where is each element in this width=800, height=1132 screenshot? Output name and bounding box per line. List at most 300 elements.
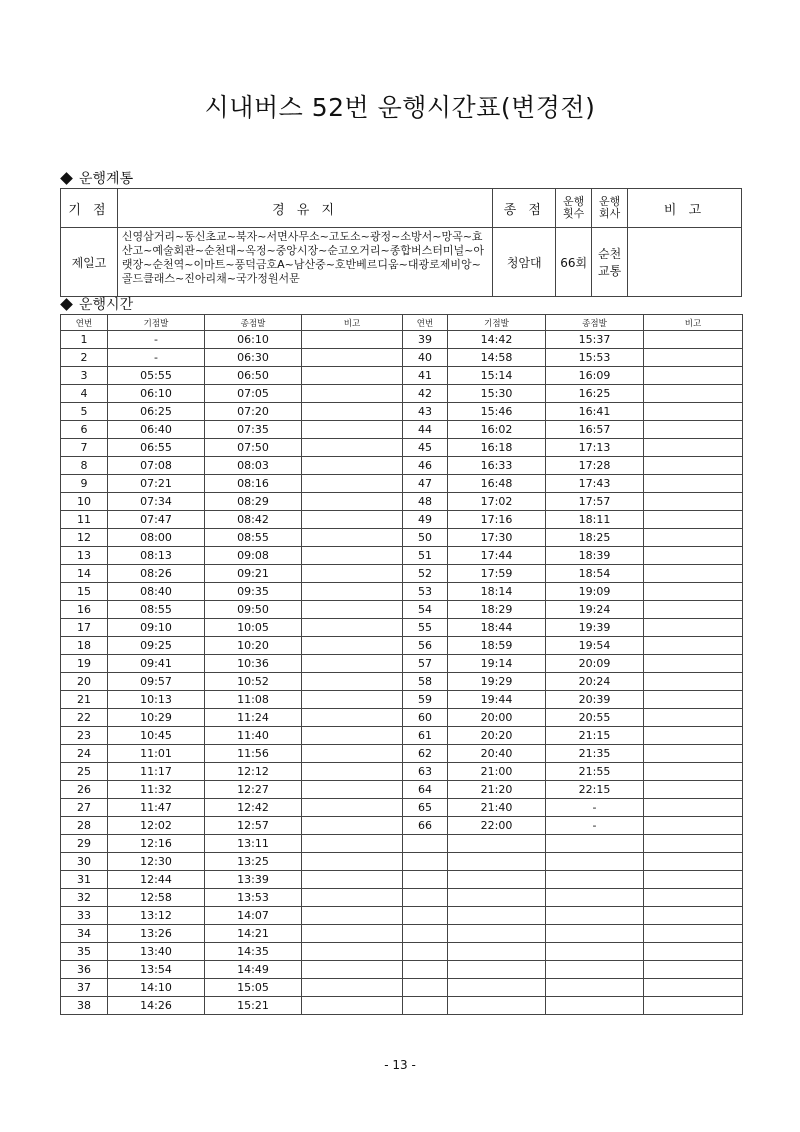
route-header-company: 운행 회사 (592, 189, 628, 228)
schedule-cell-depart: 16:48 (448, 475, 546, 493)
schedule-cell-note (644, 367, 743, 385)
schedule-cell-arrive: 07:50 (205, 439, 302, 457)
route-header-via: 경 유 지 (117, 189, 492, 228)
schedule-cell-note (644, 943, 743, 961)
schedule-cell-arrive: 13:11 (205, 835, 302, 853)
schedule-header-arrive: 종점발 (546, 315, 644, 331)
schedule-header-note: 비고 (302, 315, 403, 331)
route-note (628, 228, 742, 297)
schedule-row (61, 997, 743, 1015)
schedule-cell-depart: 07:08 (108, 457, 205, 475)
schedule-cell-arrive: 10:52 (205, 673, 302, 691)
schedule-cell-arrive: 11:56 (205, 745, 302, 763)
schedule-cell-no: 57 (403, 655, 448, 673)
schedule-cell-arrive: - (546, 799, 644, 817)
schedule-cell-depart: - (108, 349, 205, 367)
schedule-row (61, 637, 743, 655)
schedule-cell-note (644, 619, 743, 637)
schedule-cell-depart: 13:26 (108, 925, 205, 943)
schedule-cell-depart: 08:26 (108, 565, 205, 583)
schedule-cell-note (302, 439, 403, 457)
schedule-cell-note (644, 385, 743, 403)
schedule-cell-arrive (546, 835, 644, 853)
schedule-cell-note (644, 835, 743, 853)
schedule-cell-arrive: 07:20 (205, 403, 302, 421)
schedule-cell-no: 56 (403, 637, 448, 655)
schedule-row (61, 367, 743, 385)
schedule-cell-depart: 18:29 (448, 601, 546, 619)
schedule-row (61, 889, 743, 907)
schedule-cell-depart: 09:57 (108, 673, 205, 691)
route-section-heading (62, 168, 133, 188)
schedule-cell-arrive: 11:24 (205, 709, 302, 727)
schedule-cell-no: 66 (403, 817, 448, 835)
page-title: 시내버스 52번 운행시간표(변경전) (204, 93, 596, 122)
schedule-cell-note (302, 709, 403, 727)
schedule-cell-arrive: 22:15 (546, 781, 644, 799)
schedule-header-depart: 기점발 (108, 315, 205, 331)
schedule-cell-note (644, 925, 743, 943)
schedule-cell-no: 29 (61, 835, 108, 853)
schedule-cell-arrive: 18:25 (546, 529, 644, 547)
schedule-cell-depart: 15:14 (448, 367, 546, 385)
schedule-cell-no: 62 (403, 745, 448, 763)
schedule-cell-depart: 17:59 (448, 565, 546, 583)
schedule-cell-note (644, 547, 743, 565)
schedule-row (61, 745, 743, 763)
schedule-cell-no: 14 (61, 565, 108, 583)
schedule-cell-arrive: 20:24 (546, 673, 644, 691)
schedule-cell-note (302, 745, 403, 763)
schedule-cell-note (644, 511, 743, 529)
schedule-cell-depart (448, 979, 546, 997)
schedule-row (61, 331, 743, 349)
schedule-cell-depart: 13:54 (108, 961, 205, 979)
schedule-cell-depart: 12:16 (108, 835, 205, 853)
schedule-cell-note (302, 871, 403, 889)
schedule-cell-note (302, 565, 403, 583)
schedule-row (61, 727, 743, 745)
schedule-cell-depart: 21:40 (448, 799, 546, 817)
schedule-cell-note (302, 493, 403, 511)
schedule-cell-arrive: 07:05 (205, 385, 302, 403)
schedule-cell-no: 1 (61, 331, 108, 349)
schedule-row (61, 781, 743, 799)
schedule-row (61, 763, 743, 781)
schedule-cell-depart: 18:14 (448, 583, 546, 601)
schedule-cell-note (302, 925, 403, 943)
schedule-row (61, 799, 743, 817)
schedule-cell-depart: 11:17 (108, 763, 205, 781)
schedule-cell-no: 26 (61, 781, 108, 799)
schedule-cell-note (302, 601, 403, 619)
schedule-row (61, 709, 743, 727)
schedule-cell-no: 55 (403, 619, 448, 637)
schedule-cell-note (302, 727, 403, 745)
schedule-cell-depart: 09:10 (108, 619, 205, 637)
schedule-cell-arrive: 08:03 (205, 457, 302, 475)
schedule-cell-note (644, 673, 743, 691)
schedule-cell-no: 50 (403, 529, 448, 547)
schedule-cell-no: 52 (403, 565, 448, 583)
route-start: 제일고 (61, 228, 118, 297)
schedule-cell-no: 16 (61, 601, 108, 619)
schedule-cell-note (644, 655, 743, 673)
route-table-row (61, 228, 742, 297)
schedule-cell-arrive: 19:39 (546, 619, 644, 637)
schedule-row (61, 925, 743, 943)
route-end: 청암대 (493, 228, 556, 297)
page-number: - 13 - (384, 1058, 416, 1072)
schedule-cell-no: 32 (61, 889, 108, 907)
schedule-cell-arrive: 19:24 (546, 601, 644, 619)
schedule-cell-arrive: 12:12 (205, 763, 302, 781)
schedule-cell-note (644, 709, 743, 727)
schedule-cell-depart: 09:41 (108, 655, 205, 673)
schedule-cell-note (644, 529, 743, 547)
schedule-row (61, 691, 743, 709)
schedule-cell-note (302, 817, 403, 835)
schedule-row (61, 475, 743, 493)
schedule-cell-arrive: 13:39 (205, 871, 302, 889)
schedule-cell-no: 11 (61, 511, 108, 529)
schedule-cell-note (644, 601, 743, 619)
schedule-cell-arrive (546, 907, 644, 925)
schedule-cell-arrive: 08:55 (205, 529, 302, 547)
schedule-cell-arrive: 18:11 (546, 511, 644, 529)
schedule-cell-note (644, 403, 743, 421)
schedule-cell-depart: 15:30 (448, 385, 546, 403)
route-section-heading-label: 운행계통 (79, 171, 134, 187)
schedule-cell-depart: 12:58 (108, 889, 205, 907)
schedule-cell-note (644, 493, 743, 511)
schedule-cell-note (302, 997, 403, 1015)
schedule-cell-depart: 05:55 (108, 367, 205, 385)
schedule-cell-no: 24 (61, 745, 108, 763)
diamond-bullet-icon (60, 172, 73, 185)
schedule-cell-depart: 21:20 (448, 781, 546, 799)
schedule-row (61, 583, 743, 601)
schedule-cell-arrive: 09:21 (205, 565, 302, 583)
schedule-cell-note (302, 691, 403, 709)
schedule-cell-no (403, 961, 448, 979)
schedule-header-row (61, 315, 743, 331)
schedule-cell-depart: 10:45 (108, 727, 205, 745)
schedule-cell-note (644, 871, 743, 889)
schedule-row (61, 673, 743, 691)
schedule-section-heading (62, 294, 133, 314)
schedule-cell-note (644, 979, 743, 997)
schedule-cell-no: 17 (61, 619, 108, 637)
schedule-cell-depart: 16:02 (448, 421, 546, 439)
schedule-cell-no: 64 (403, 781, 448, 799)
schedule-cell-depart: 07:34 (108, 493, 205, 511)
schedule-cell-note (302, 655, 403, 673)
schedule-cell-note (302, 637, 403, 655)
schedule-row (61, 655, 743, 673)
schedule-cell-depart: 11:32 (108, 781, 205, 799)
schedule-cell-note (302, 403, 403, 421)
diamond-bullet-icon (60, 298, 73, 311)
schedule-cell-no: 37 (61, 979, 108, 997)
schedule-cell-no: 18 (61, 637, 108, 655)
schedule-cell-note (302, 943, 403, 961)
schedule-cell-note (644, 763, 743, 781)
schedule-header-no: 연번 (403, 315, 448, 331)
schedule-row (61, 565, 743, 583)
schedule-cell-no: 48 (403, 493, 448, 511)
schedule-cell-no: 13 (61, 547, 108, 565)
schedule-cell-no (403, 925, 448, 943)
schedule-cell-note (644, 421, 743, 439)
schedule-cell-no: 49 (403, 511, 448, 529)
schedule-cell-no: 35 (61, 943, 108, 961)
schedule-row (61, 817, 743, 835)
schedule-cell-arrive (546, 925, 644, 943)
schedule-cell-arrive: 11:40 (205, 727, 302, 745)
schedule-cell-arrive: 16:57 (546, 421, 644, 439)
schedule-cell-depart: 14:26 (108, 997, 205, 1015)
schedule-cell-arrive: 20:55 (546, 709, 644, 727)
schedule-cell-no (403, 979, 448, 997)
schedule-cell-no: 34 (61, 925, 108, 943)
schedule-cell-arrive: 12:42 (205, 799, 302, 817)
schedule-row (61, 619, 743, 637)
schedule-cell-no (403, 871, 448, 889)
schedule-cell-note (302, 673, 403, 691)
schedule-cell-no: 47 (403, 475, 448, 493)
schedule-cell-no: 21 (61, 691, 108, 709)
schedule-cell-note (644, 475, 743, 493)
schedule-cell-arrive: 17:28 (546, 457, 644, 475)
schedule-cell-note (302, 853, 403, 871)
schedule-row (61, 547, 743, 565)
schedule-cell-depart (448, 925, 546, 943)
schedule-cell-note (644, 817, 743, 835)
schedule-cell-no: 7 (61, 439, 108, 457)
schedule-cell-no: 51 (403, 547, 448, 565)
schedule-cell-note (302, 367, 403, 385)
schedule-cell-no: 31 (61, 871, 108, 889)
schedule-cell-no: 25 (61, 763, 108, 781)
schedule-cell-arrive: 06:50 (205, 367, 302, 385)
schedule-cell-note (302, 331, 403, 349)
schedule-cell-note (644, 637, 743, 655)
schedule-cell-arrive: 18:39 (546, 547, 644, 565)
schedule-cell-no: 28 (61, 817, 108, 835)
schedule-cell-note (644, 565, 743, 583)
schedule-cell-arrive: 07:35 (205, 421, 302, 439)
schedule-cell-arrive (546, 853, 644, 871)
schedule-header-depart: 기점발 (448, 315, 546, 331)
schedule-cell-depart: 15:46 (448, 403, 546, 421)
schedule-cell-arrive: 10:20 (205, 637, 302, 655)
schedule-cell-no: 4 (61, 385, 108, 403)
schedule-cell-depart: - (108, 331, 205, 349)
schedule-cell-depart: 12:30 (108, 853, 205, 871)
schedule-cell-depart: 06:10 (108, 385, 205, 403)
schedule-cell-no: 45 (403, 439, 448, 457)
schedule-cell-no: 22 (61, 709, 108, 727)
schedule-cell-note (302, 781, 403, 799)
schedule-cell-depart: 08:40 (108, 583, 205, 601)
schedule-cell-no: 3 (61, 367, 108, 385)
schedule-cell-no (403, 853, 448, 871)
schedule-cell-note (644, 439, 743, 457)
schedule-cell-arrive: 19:54 (546, 637, 644, 655)
schedule-cell-depart (448, 943, 546, 961)
schedule-cell-arrive: 17:43 (546, 475, 644, 493)
schedule-cell-arrive (546, 889, 644, 907)
schedule-cell-note (644, 457, 743, 475)
schedule-cell-depart: 10:13 (108, 691, 205, 709)
schedule-cell-depart (448, 907, 546, 925)
schedule-cell-note (644, 781, 743, 799)
schedule-cell-arrive: 14:35 (205, 943, 302, 961)
schedule-cell-no: 59 (403, 691, 448, 709)
schedule-cell-no: 27 (61, 799, 108, 817)
schedule-cell-depart (448, 997, 546, 1015)
schedule-cell-note (644, 583, 743, 601)
schedule-cell-no: 9 (61, 475, 108, 493)
schedule-cell-depart: 06:25 (108, 403, 205, 421)
schedule-row (61, 421, 743, 439)
schedule-row (61, 385, 743, 403)
route-trips: 66회 (556, 228, 592, 297)
schedule-cell-arrive: 16:25 (546, 385, 644, 403)
schedule-cell-depart: 19:44 (448, 691, 546, 709)
schedule-cell-no: 8 (61, 457, 108, 475)
schedule-cell-depart: 08:00 (108, 529, 205, 547)
schedule-cell-arrive: 11:08 (205, 691, 302, 709)
schedule-cell-depart: 20:00 (448, 709, 546, 727)
schedule-cell-arrive: 15:05 (205, 979, 302, 997)
schedule-cell-note (302, 583, 403, 601)
schedule-cell-arrive: 09:35 (205, 583, 302, 601)
schedule-section-heading-label: 운행시간 (79, 297, 134, 313)
schedule-cell-arrive (546, 961, 644, 979)
schedule-row (61, 349, 743, 367)
route-header-trips: 운행 횟수 (556, 189, 592, 228)
schedule-cell-arrive: 17:13 (546, 439, 644, 457)
schedule-cell-arrive: 12:57 (205, 817, 302, 835)
schedule-cell-no (403, 997, 448, 1015)
schedule-cell-note (644, 961, 743, 979)
schedule-row (61, 979, 743, 997)
schedule-cell-no: 30 (61, 853, 108, 871)
schedule-cell-depart: 07:21 (108, 475, 205, 493)
schedule-cell-no: 54 (403, 601, 448, 619)
schedule-cell-arrive: 14:21 (205, 925, 302, 943)
schedule-cell-depart: 18:59 (448, 637, 546, 655)
route-table (60, 188, 742, 297)
schedule-cell-depart: 18:44 (448, 619, 546, 637)
schedule-cell-arrive: 12:27 (205, 781, 302, 799)
schedule-cell-no: 39 (403, 331, 448, 349)
schedule-cell-note (302, 511, 403, 529)
schedule-cell-depart: 20:40 (448, 745, 546, 763)
route-header-start: 기 점 (61, 189, 118, 228)
schedule-cell-depart: 13:12 (108, 907, 205, 925)
schedule-cell-no: 38 (61, 997, 108, 1015)
schedule-cell-no: 15 (61, 583, 108, 601)
schedule-cell-depart: 07:47 (108, 511, 205, 529)
schedule-cell-arrive (546, 979, 644, 997)
schedule-cell-arrive: 09:50 (205, 601, 302, 619)
schedule-cell-note (302, 889, 403, 907)
schedule-cell-depart: 11:47 (108, 799, 205, 817)
schedule-cell-no: 58 (403, 673, 448, 691)
schedule-cell-arrive (546, 997, 644, 1015)
schedule-row (61, 601, 743, 619)
schedule-row (61, 439, 743, 457)
schedule-cell-depart: 12:44 (108, 871, 205, 889)
schedule-cell-no: 33 (61, 907, 108, 925)
schedule-cell-depart: 11:01 (108, 745, 205, 763)
schedule-cell-no: 36 (61, 961, 108, 979)
schedule-cell-arrive: 13:25 (205, 853, 302, 871)
schedule-cell-arrive: 14:07 (205, 907, 302, 925)
schedule-cell-arrive: 14:49 (205, 961, 302, 979)
schedule-cell-note (644, 727, 743, 745)
schedule-row (61, 835, 743, 853)
schedule-cell-no: 6 (61, 421, 108, 439)
schedule-cell-no: 10 (61, 493, 108, 511)
schedule-cell-arrive: 15:21 (205, 997, 302, 1015)
schedule-cell-arrive: 10:36 (205, 655, 302, 673)
schedule-cell-depart: 10:29 (108, 709, 205, 727)
schedule-cell-note (644, 889, 743, 907)
schedule-row (61, 403, 743, 421)
schedule-cell-arrive: 20:09 (546, 655, 644, 673)
schedule-row (61, 943, 743, 961)
schedule-cell-arrive: 08:16 (205, 475, 302, 493)
schedule-cell-no: 12 (61, 529, 108, 547)
schedule-cell-depart: 08:13 (108, 547, 205, 565)
schedule-cell-depart: 08:55 (108, 601, 205, 619)
schedule-cell-note (302, 907, 403, 925)
schedule-cell-arrive: 10:05 (205, 619, 302, 637)
schedule-cell-arrive: - (546, 817, 644, 835)
route-via: 신영삼거리~동신초교~북자~서면사무소~고도소~광정~소방서~망곡~효산고~예술회관~순천대~옥정~중앙시장~순고오거리~종합버스터미널~아랫장~순천역~이마트~풍덕금호A~남산중~호반베르디움~대광로제비앙~골드클래스~진아리채~국가정원서문 (117, 228, 492, 297)
schedule-cell-depart: 22:00 (448, 817, 546, 835)
schedule-cell-arrive: 16:41 (546, 403, 644, 421)
schedule-cell-arrive (546, 943, 644, 961)
schedule-row (61, 511, 743, 529)
schedule-cell-note (302, 385, 403, 403)
schedule-cell-no: 40 (403, 349, 448, 367)
schedule-cell-depart: 16:18 (448, 439, 546, 457)
schedule-cell-arrive: 08:42 (205, 511, 302, 529)
route-header-end: 종 점 (493, 189, 556, 228)
schedule-header-arrive: 종점발 (205, 315, 302, 331)
schedule-cell-no (403, 943, 448, 961)
schedule-cell-arrive (546, 871, 644, 889)
schedule-cell-note (302, 763, 403, 781)
schedule-cell-arrive: 21:15 (546, 727, 644, 745)
schedule-cell-arrive: 20:39 (546, 691, 644, 709)
schedule-cell-no: 23 (61, 727, 108, 745)
schedule-cell-no: 43 (403, 403, 448, 421)
schedule-cell-no: 19 (61, 655, 108, 673)
schedule-cell-note (644, 691, 743, 709)
schedule-cell-no: 5 (61, 403, 108, 421)
schedule-table (60, 314, 743, 1015)
schedule-cell-depart: 17:44 (448, 547, 546, 565)
schedule-cell-note (644, 745, 743, 763)
schedule-cell-note (302, 529, 403, 547)
schedule-cell-no: 44 (403, 421, 448, 439)
